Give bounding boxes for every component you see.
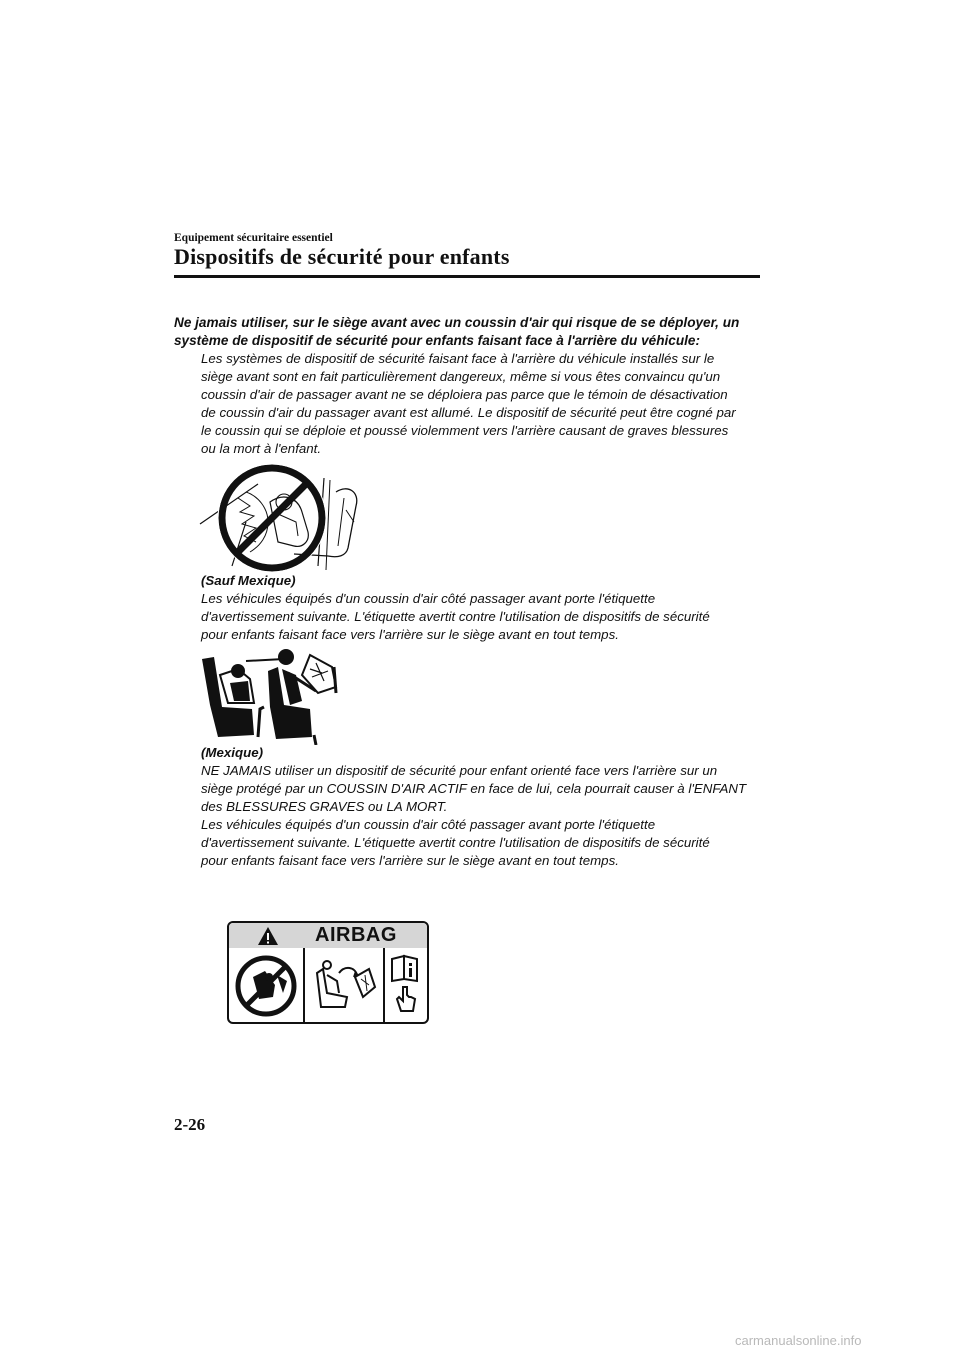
warning-body-line: ou la mort à l'enfant. bbox=[201, 441, 322, 456]
airbag-seats-icon bbox=[198, 645, 340, 745]
sauf-mexique-heading: (Sauf Mexique) bbox=[201, 573, 296, 588]
mexique-line: siège protégé par un COUSSIN D'AIR ACTIF en face de lui, cela pourrait causer à l'ENFANT bbox=[201, 781, 747, 796]
sauf-mexique-line: d'avertissement suivante. L'étiquette avertit contre l'utilisation de dispositifs de sécurité bbox=[201, 609, 710, 624]
page-number: 2-26 bbox=[174, 1115, 206, 1134]
sauf-mexique-line: pour enfants faisant face vers l'arrière sur le siège avant en tout temps. bbox=[201, 627, 619, 642]
section-heading: Equipement sécuritaire essentiel bbox=[174, 232, 333, 244]
mexique-block bbox=[201, 744, 763, 870]
mexique-line: des BLESSURES GRAVES ou LA MORT. bbox=[201, 799, 448, 814]
mexique-line: NE JAMAIS utiliser un dispositif de sécurité pour enfant orienté face vers l'arrière sur un bbox=[201, 763, 718, 778]
sauf-mexique-block bbox=[201, 572, 763, 644]
title-divider bbox=[174, 275, 760, 278]
prohibition-icon bbox=[235, 955, 297, 1017]
warning-lead-line: Ne jamais utiliser, sur le siège avant avec un coussin d'air qui risque de se déployer, un bbox=[174, 315, 740, 330]
airbag-label-text: AIRBAG bbox=[315, 924, 397, 946]
warning-body-line: Les systèmes de dispositif de sécurité faisant face à l'arrière du véhicule installés sur le bbox=[201, 351, 715, 366]
label-divider bbox=[383, 948, 385, 1022]
warning-body-line: le coussin qui se déploie et poussé violemment vers l'arrière causant de graves blessures bbox=[201, 423, 729, 438]
warning-body bbox=[201, 350, 763, 458]
warning-lead-line: système de dispositif de sécurité pour enfants faisant face à l'arrière du véhicule: bbox=[174, 333, 701, 348]
mexique-line: d'avertissement suivante. L'étiquette avertit contre l'utilisation de dispositifs de sécurité bbox=[201, 835, 710, 850]
sauf-mexique-line: Les véhicules équipés d'un coussin d'air côté passager avant porte l'étiquette bbox=[201, 591, 656, 606]
warning-body-line: de coussin d'air du passager avant est allumé. Le dispositif de sécurité peut être cogné par bbox=[201, 405, 736, 420]
warning-body-line: coussin d'air de passager avant ne se déploiera pas parce que le témoin de désactivation bbox=[201, 387, 728, 402]
warning-triangle-icon bbox=[257, 926, 279, 946]
page-title: Dispositifs de sécurité pour enfants bbox=[174, 244, 510, 269]
label-divider bbox=[303, 948, 305, 1022]
manual-book-icon bbox=[389, 953, 421, 1017]
mexique-line: pour enfants faisant face vers l'arrière sur le siège avant en tout temps. bbox=[201, 853, 619, 868]
no-rear-facing-seat-illustration bbox=[198, 462, 376, 574]
airbag-warning-label bbox=[227, 921, 429, 1024]
airbag-deploy-icon bbox=[311, 957, 379, 1013]
warning-body-line: siège avant sont en fait particulièrement dangereux, même si vous êtes convaincu qu'un bbox=[201, 369, 721, 384]
watermark: carmanualsonline.info bbox=[735, 1333, 862, 1348]
mexique-heading: (Mexique) bbox=[201, 745, 264, 760]
warning-lead bbox=[174, 314, 764, 350]
mexique-line: Les véhicules équipés d'un coussin d'air côté passager avant porte l'étiquette bbox=[201, 817, 656, 832]
